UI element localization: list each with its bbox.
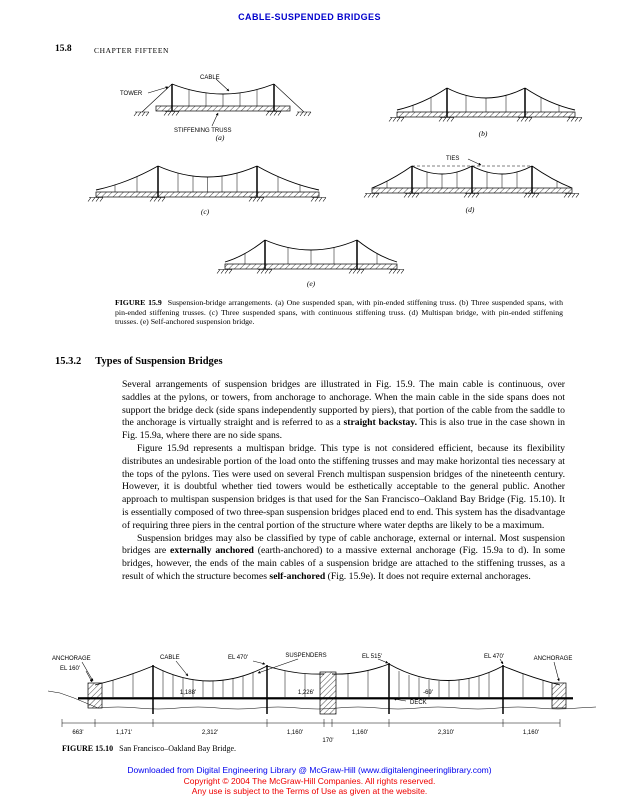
label-cable: CABLE: [160, 655, 180, 661]
annotation-depth-2: 1,226': [297, 690, 315, 696]
sublabel-e: (e): [306, 279, 316, 288]
label-el-160: EL 160': [60, 666, 80, 672]
dim-1160-c: 1,160': [522, 730, 540, 736]
figure-15-9a-diagram: [112, 70, 332, 142]
footer: [0, 765, 619, 797]
footer-download-link[interactable]: Downloaded from Digital Engineering Library @ McGraw-Hill (www.digitalengineeringlibrary.com): [127, 765, 492, 775]
label-anchorage-left: ANCHORAGE: [52, 656, 91, 662]
figure-15-9-caption-label: FIGURE 15.9: [115, 298, 162, 307]
paragraph-2: Figure 15.9d represents a multispan bridge. This type is not considered efficient, because its flexibility distributes an undesirable portion of the load onto the stiffening trusses and may make horizontal ties necessary at the tops of the pylons. Ties were used on several French multispan suspension bridges of the nineteenth century. However, it is doubtful whether tied towers would be esthetically acceptable to the general public. Another approach to multispan suspension bridges is that used for the San Francisco–Oakland Bay Bridge (Fig. 15.10). It is essentially composed of two three-span suspension bridges placed end to end. This system has the disadvantage of requiring three piers in the central portion of the structure where water depths are likely to be a maximum.: [122, 442, 565, 531]
label-suspenders: SUSPENDERS: [285, 653, 327, 659]
figure-15-9c-diagram: [80, 156, 335, 218]
annotation-depth-1: 1,188': [179, 690, 197, 696]
label-deck: DECK: [410, 700, 427, 706]
figure-15-9d-diagram: [350, 150, 595, 216]
figure-15-9e-diagram: [205, 230, 417, 290]
figure-15-10-caption-text: San Francisco–Oakland Bay Bridge.: [119, 744, 236, 753]
bridge-drawing-d: [364, 159, 579, 198]
sublabel-d: (d): [465, 205, 475, 214]
dim-1171: 1,171': [115, 730, 133, 736]
page-number: 15.8: [55, 44, 72, 54]
dim-1160-a: 1,160': [286, 730, 304, 736]
label-el-515: EL 515': [362, 654, 382, 660]
sublabel-c: (c): [200, 207, 210, 216]
running-header-title: CABLE-SUSPENDED BRIDGES: [238, 12, 381, 22]
sublabel-a: (a): [215, 133, 225, 142]
bridge-drawing-c: [88, 166, 326, 202]
figure-15-10-diagram: [48, 650, 596, 745]
label-anchorage-right: ANCHORAGE: [533, 656, 573, 662]
label-ties: TIES: [446, 156, 460, 162]
dim-170: 170': [322, 738, 334, 744]
figure-15-9b-diagram: [383, 76, 588, 140]
body-text: [122, 379, 565, 584]
figure-15-10-caption: [62, 744, 236, 753]
section-heading: [55, 356, 223, 367]
figure-15-10-caption-label: FIGURE 15.10: [62, 744, 114, 753]
label-stiffening-truss: STIFFENING TRUSS: [174, 128, 232, 134]
dim-663: 663': [72, 730, 84, 736]
section-number: 15.3.2: [55, 356, 82, 367]
figure-15-9-caption-text: Suspension-bridge arrangements. (a) One suspended span, with pin-ended stiffening truss. (b) Three suspended spans, with pin-ended stiffening trusses. (c) Three suspended spans, with continuous stiffening truss. (d) Multispan bridge, with pin-ended stiffening trusses. (e) Self-anchored suspension bridge.: [115, 298, 563, 327]
label-el-470-left: EL 470': [228, 655, 248, 661]
bridge-drawing-a: [134, 79, 311, 126]
footer-terms: Any use is subject to the Terms of Use as given at the website.: [191, 786, 428, 796]
dim-1160-b: 1,160': [351, 730, 369, 736]
bridge-drawing-e: [217, 240, 404, 274]
bay-bridge-drawing: [48, 659, 596, 727]
dim-2312: 2,312': [201, 730, 219, 736]
paragraph-1: Several arrangements of suspension bridges are illustrated in Fig. 15.9. The main cable is continuous, over saddles at the pylons, or towers, from anchorage to anchorage. When the main cable in the side spans does not support the bridge deck (side spans independently supported by piers), that portion of the cable from the saddle to the anchorage is virtually straight and is referred to as a straight backstay. This is also true in the case shown in Fig. 15.9a, where there are no side spans.: [122, 379, 565, 442]
sublabel-b: (b): [478, 129, 488, 138]
chapter-title: CHAPTER FIFTEEN: [94, 46, 170, 55]
label-tower: TOWER: [120, 91, 143, 97]
bridge-drawing-b: [389, 88, 582, 122]
annotation-depth-3: -69': [423, 690, 433, 696]
dim-2310: 2,310': [437, 730, 455, 736]
section-title: Types of Suspension Bridges: [95, 356, 223, 367]
label-cable: CABLE: [200, 75, 220, 81]
figure-15-9-caption: [115, 298, 563, 327]
footer-copyright: Copyright © 2004 The McGraw-Hill Companies. All rights reserved.: [183, 775, 436, 786]
paragraph-3: Suspension bridges may also be classified by type of cable anchorage, external or internal. Most suspension bridges are externally anchored (earth-anchored) to a massive external anchorage (Fig. 15.9a to d). In some bridges, however, the ends of the main cables of a suspension bridge are attached to the stiffening trusses, as a result of which the structure becomes self-anchored (Fig. 15.9e). It does not require external anchorages.: [122, 532, 565, 582]
label-el-470-right: EL 470': [484, 654, 504, 660]
